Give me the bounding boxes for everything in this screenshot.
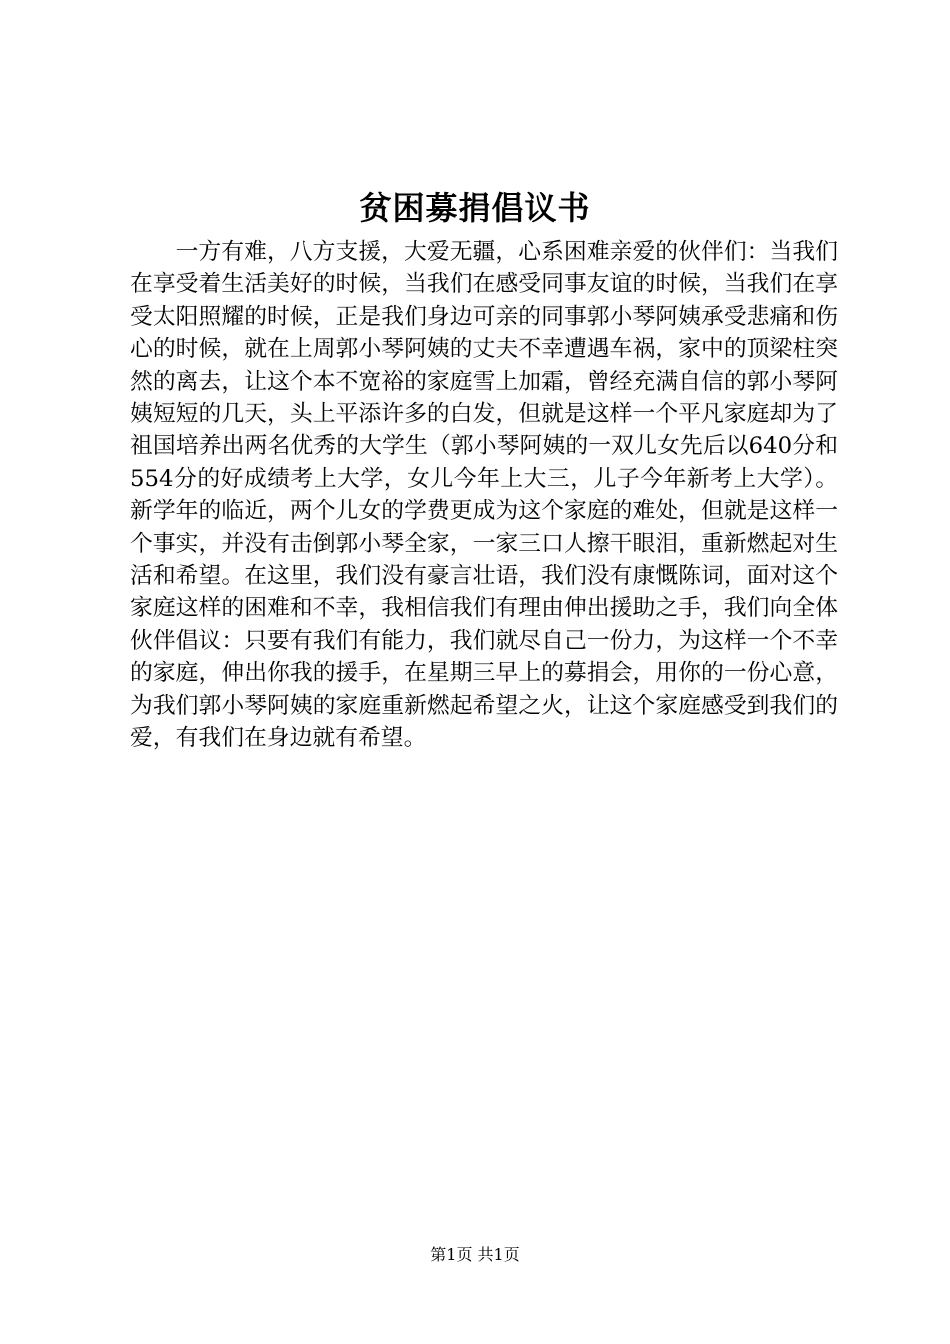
document-title: 贫困募捐倡议书 xyxy=(359,189,591,227)
page-number-footer: 第1页 共1页 xyxy=(430,1245,520,1264)
document-body: 一方有难，八方支援，大爱无疆，心系困难亲爱的伙伴们：当我们在享受着生活美好的时候，当我们在感受同事友谊的时候，当我们在享受太阳照耀的时候，正是我们身边可亲的同事郭小琴阿姨承受悲痛和伤心的时候，就在上周郭小琴阿姨的丈夫不幸遭遇车祸，家中的顶梁柱突然的离去，让这个本不宽裕的家庭雪上加霜，曾经充满自信的郭小琴阿姨短短的几天，头上平添许多的白发，但就是这样一个平凡家庭却为了祖国培养出两名优秀的大学生（郭小琴阿姨的一双儿女先后以640分和554分的好成绩考上大学，女儿今年上大三，儿子今年新考上大学）。新学年的临近，两个儿女的学费更成为这个家庭的难处，但就是这样一个事实，并没有击倒郭小琴全家，一家三口人擦干眼泪，重新燃起对生活和希望。在这里，我们没有豪言壮语，我们没有康慨陈词，面对这个家庭这样的困难和不幸，我相信我们有理由伸出援助之手，我们向全体伙伴倡议：只要有我们有能力，我们就尽自己一份力，为这样一个不幸的家庭，伸出你我的援手，在星期三早上的募捐会，用你的一份心意，为我们郭小琴阿姨的家庭重新燃起希望之火，让这个家庭感受到我们的爱，有我们在身边就有希望。 xyxy=(130,239,838,752)
